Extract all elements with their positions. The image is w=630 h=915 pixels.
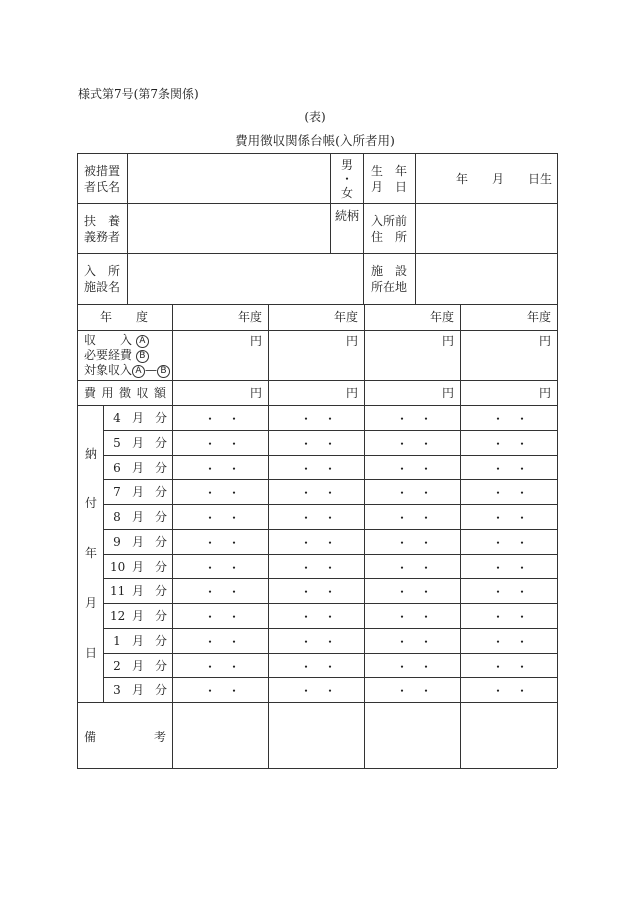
- payment-date-cell[interactable]: ・ ・: [300, 511, 337, 525]
- month-unit: 月: [132, 435, 145, 450]
- fiscal-year-cell[interactable]: 年度: [429, 310, 454, 324]
- month-number: 9: [113, 534, 121, 549]
- facility-location-label: 施 設 所在地: [371, 264, 408, 294]
- month-unit: 月: [132, 683, 145, 698]
- payment-date-cell[interactable]: ・ ・: [396, 610, 433, 624]
- birth-month-unit: 月: [492, 172, 505, 186]
- month-portion: 分: [155, 435, 168, 450]
- month-row-divider: [103, 677, 557, 678]
- expense-mark: B: [136, 350, 149, 363]
- payment-date-cell[interactable]: ・ ・: [492, 610, 529, 624]
- month-portion: 分: [155, 534, 168, 549]
- payment-date-cell[interactable]: ・ ・: [396, 659, 433, 674]
- month-unit: 月: [132, 584, 145, 599]
- fee-amount-cell[interactable]: 円: [538, 386, 551, 400]
- month-portion: 分: [155, 510, 168, 524]
- payment-date-cell[interactable]: ・ ・: [204, 684, 241, 699]
- month-portion: 分: [155, 584, 168, 599]
- payment-date-cell[interactable]: ・ ・: [300, 436, 337, 451]
- month-row-divider: [103, 603, 557, 604]
- month-unit: 月: [132, 485, 145, 500]
- month-number: 3: [113, 683, 121, 698]
- facility-name-label: 入 所 施設名: [84, 264, 121, 294]
- payment-date-cell[interactable]: ・ ・: [492, 535, 529, 550]
- payment-date-cell[interactable]: ・ ・: [204, 610, 241, 624]
- payment-date-cell[interactable]: ・ ・: [204, 560, 241, 575]
- month-row-divider: [103, 455, 557, 456]
- payment-date-cell[interactable]: ・ ・: [396, 412, 433, 426]
- payment-date-cell[interactable]: ・ ・: [300, 634, 337, 649]
- fiscal-year-cell[interactable]: 年度: [526, 310, 551, 324]
- payment-date-cell[interactable]: ・ ・: [204, 634, 241, 649]
- birth-year-unit: 年: [456, 172, 469, 186]
- payment-date-cell[interactable]: ・ ・: [300, 461, 337, 476]
- form-title: 費用徴収関係台帳(入所者用): [235, 133, 395, 148]
- payment-date-cell[interactable]: ・ ・: [492, 585, 529, 600]
- target-income-cell[interactable]: 円: [441, 334, 454, 348]
- payment-date-cell[interactable]: ・ ・: [204, 486, 241, 501]
- month-unit: 月: [132, 559, 145, 574]
- month-portion: 分: [155, 411, 168, 425]
- fee-amount-cell[interactable]: 円: [345, 386, 358, 400]
- payment-date-cell[interactable]: ・ ・: [396, 461, 433, 476]
- month-row-divider: [103, 479, 557, 480]
- month-unit: 月: [132, 510, 145, 524]
- payment-date-vertical-char: 日: [84, 646, 97, 660]
- month-number: 1: [113, 633, 121, 648]
- month-number: 7: [113, 485, 121, 500]
- income-mark: A: [136, 335, 149, 348]
- month-row-divider: [103, 430, 557, 431]
- payment-date-cell[interactable]: ・ ・: [492, 560, 529, 575]
- target-income-cell[interactable]: 円: [345, 334, 358, 348]
- month-row-divider: [103, 504, 557, 505]
- month-number: 2: [113, 658, 121, 673]
- month-portion: 分: [155, 559, 168, 574]
- payment-date-cell[interactable]: ・ ・: [396, 486, 433, 501]
- payment-date-cell[interactable]: ・ ・: [300, 535, 337, 550]
- month-unit: 月: [132, 411, 145, 425]
- payment-date-cell[interactable]: ・ ・: [300, 412, 337, 426]
- payment-date-cell[interactable]: ・ ・: [204, 511, 241, 525]
- payment-date-cell[interactable]: ・ ・: [204, 461, 241, 476]
- remarks-cell[interactable]: [365, 703, 459, 767]
- month-number: 4: [113, 411, 121, 425]
- month-portion: 分: [155, 485, 168, 500]
- month-unit: 月: [132, 534, 145, 549]
- payment-date-vertical-char: 付: [84, 496, 97, 510]
- fee-amount-label: 費 用 徴 収 額: [84, 386, 166, 400]
- relation-label: 続柄: [335, 209, 360, 223]
- month-row-divider: [103, 628, 557, 629]
- month-row-divider: [103, 554, 557, 555]
- month-number: 10: [110, 559, 126, 574]
- payment-date-cell[interactable]: ・ ・: [396, 684, 433, 699]
- month-number: 11: [110, 584, 126, 599]
- facility-name-value[interactable]: [128, 254, 362, 303]
- previous-address-label: 入所前 住 所: [371, 214, 408, 244]
- remarks-cell[interactable]: [173, 703, 267, 767]
- month-row-divider: [103, 529, 557, 530]
- payment-date-cell[interactable]: ・ ・: [396, 585, 433, 600]
- insured-name-label: 被措置 者氏名: [84, 164, 121, 194]
- month-number: 5: [113, 435, 121, 450]
- payment-date-cell[interactable]: ・ ・: [492, 412, 529, 426]
- month-row-divider: [103, 653, 557, 654]
- payment-date-vertical-char: 月: [84, 596, 97, 610]
- fiscal-year-header: 年 度: [100, 310, 148, 324]
- form-number: 様式第7号(第7条関係): [78, 87, 199, 101]
- income-label-block: 収 入 A 必要経費 B 対象収入 A — B: [84, 333, 170, 378]
- target-income-cell[interactable]: 円: [538, 334, 551, 348]
- remarks-cell[interactable]: [269, 703, 363, 767]
- supporter-label: 扶 養 義務者: [84, 214, 121, 244]
- payment-date-cell[interactable]: ・ ・: [300, 659, 337, 674]
- month-unit: 月: [132, 609, 145, 623]
- payment-date-cell[interactable]: ・ ・: [492, 436, 529, 451]
- payment-date-cell[interactable]: ・ ・: [300, 560, 337, 575]
- month-portion: 分: [155, 658, 168, 673]
- sex-field[interactable]: 男 ・ 女: [340, 158, 353, 200]
- fee-amount-cell[interactable]: 円: [441, 386, 454, 400]
- payment-date-cell[interactable]: ・ ・: [396, 634, 433, 649]
- payment-date-cell[interactable]: ・ ・: [396, 511, 433, 525]
- payment-date-cell[interactable]: ・ ・: [300, 486, 337, 501]
- month-portion: 分: [155, 633, 168, 648]
- payment-date-cell[interactable]: ・ ・: [204, 535, 241, 550]
- month-unit: 月: [132, 460, 145, 475]
- payment-date-cell[interactable]: ・ ・: [492, 684, 529, 699]
- supporter-value[interactable]: [128, 204, 329, 252]
- payment-date-cell[interactable]: ・ ・: [492, 486, 529, 501]
- payment-date-cell[interactable]: ・ ・: [396, 535, 433, 550]
- payment-date-cell[interactable]: ・ ・: [300, 684, 337, 699]
- birth-day-unit: 日生: [528, 172, 553, 186]
- payment-date-cell[interactable]: ・ ・: [492, 511, 529, 525]
- remarks-label: 備 考: [84, 730, 166, 744]
- month-number: 12: [110, 609, 126, 623]
- fiscal-year-cell[interactable]: 年度: [237, 310, 262, 324]
- fee-amount-cell[interactable]: 円: [249, 386, 262, 400]
- payment-date-vertical-char: 納: [84, 447, 97, 461]
- month-portion: 分: [155, 683, 168, 698]
- remarks-cell[interactable]: [461, 703, 556, 767]
- month-portion: 分: [155, 460, 168, 475]
- month-portion: 分: [155, 609, 168, 623]
- side-label: (表): [304, 110, 326, 124]
- payment-date-cell[interactable]: ・ ・: [300, 610, 337, 624]
- birthdate-label: 生 年 月 日: [371, 164, 408, 194]
- month-number: 6: [113, 460, 121, 475]
- target-income-cell[interactable]: 円: [249, 334, 262, 348]
- month-unit: 月: [132, 658, 145, 673]
- month-row-divider: [103, 578, 557, 579]
- payment-date-cell[interactable]: ・ ・: [492, 659, 529, 674]
- month-unit: 月: [132, 633, 145, 648]
- month-number: 8: [113, 510, 121, 524]
- payment-date-cell[interactable]: ・ ・: [204, 585, 241, 600]
- payment-date-cell[interactable]: ・ ・: [396, 560, 433, 575]
- payment-date-cell[interactable]: ・ ・: [204, 436, 241, 451]
- payment-date-cell[interactable]: ・ ・: [300, 585, 337, 600]
- payment-date-cell[interactable]: ・ ・: [204, 659, 241, 674]
- payment-date-cell[interactable]: ・ ・: [492, 461, 529, 476]
- payment-date-cell[interactable]: ・ ・: [204, 412, 241, 426]
- payment-date-vertical-char: 年: [84, 546, 97, 560]
- payment-date-cell[interactable]: ・ ・: [396, 436, 433, 451]
- payment-date-cell[interactable]: ・ ・: [492, 634, 529, 649]
- fiscal-year-cell[interactable]: 年度: [333, 310, 358, 324]
- insured-name-value[interactable]: [128, 154, 329, 202]
